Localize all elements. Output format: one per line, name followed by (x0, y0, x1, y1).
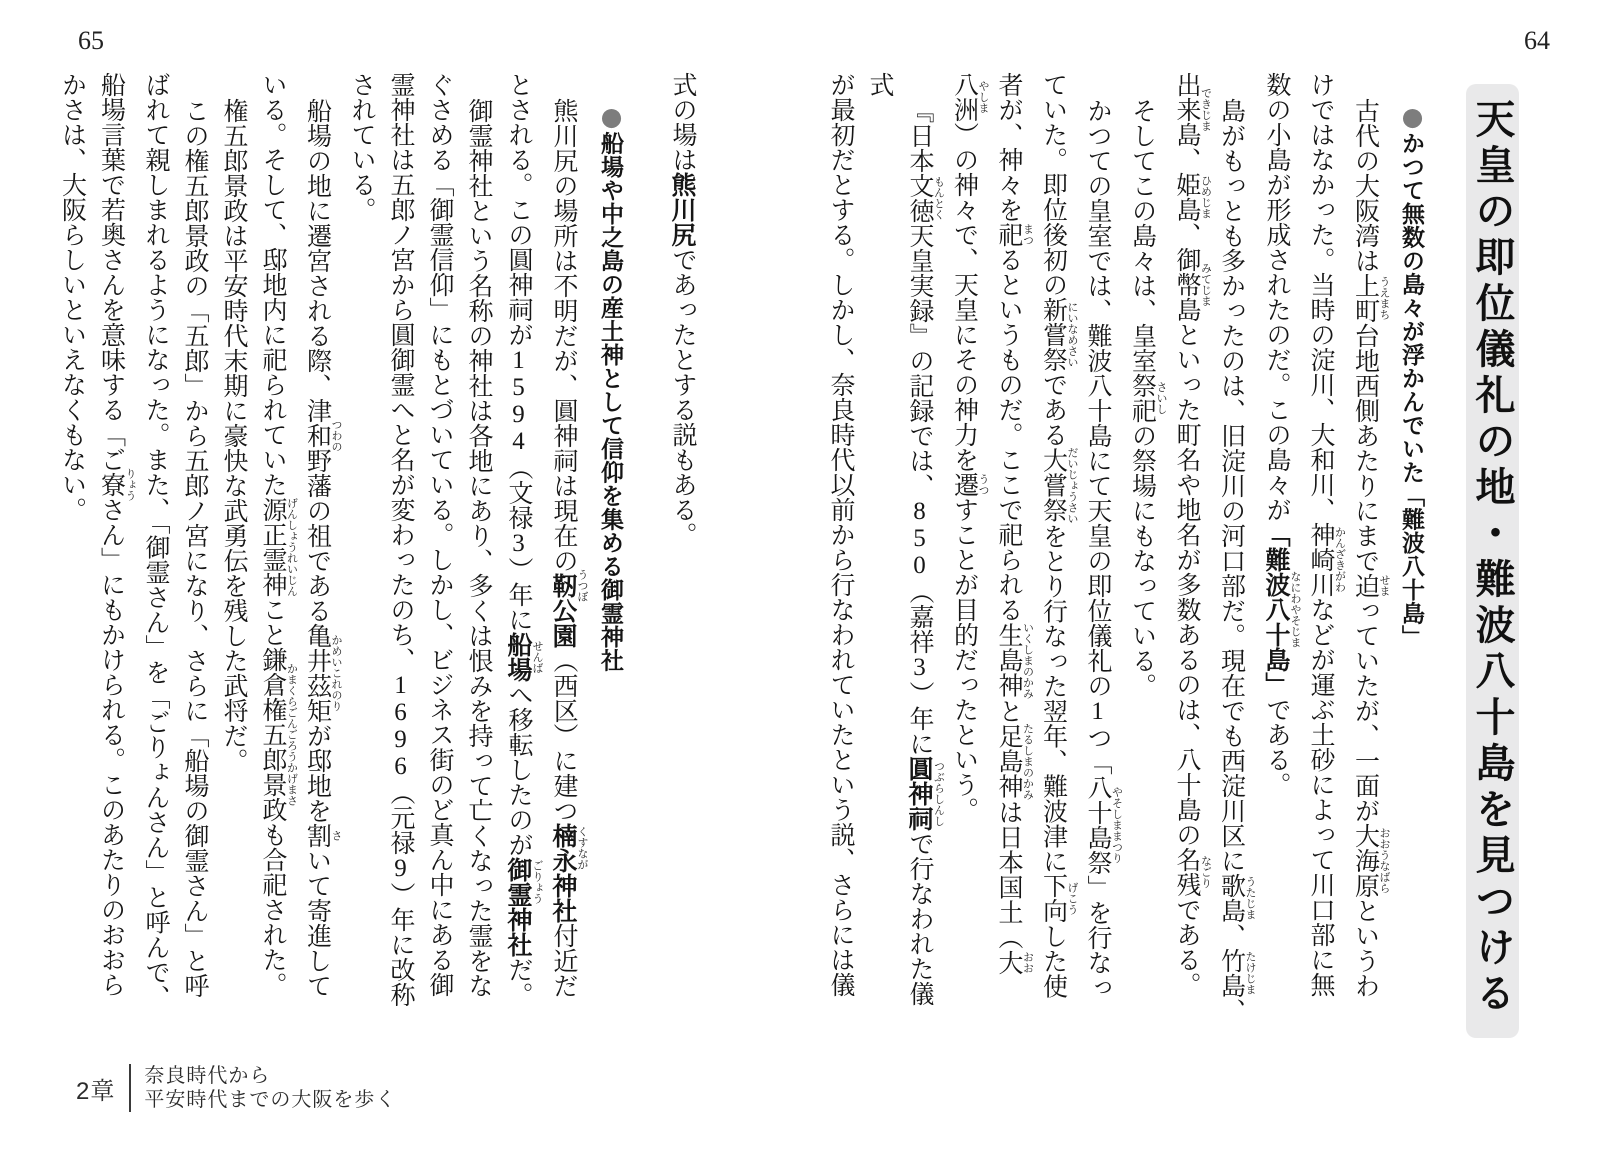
text-column: かさは、大阪らしいといえなくもない。 (58, 72, 86, 522)
text-column: 船場言葉で若奥さんを意味する「ご寮 りょうさん」にもかけられる。このあたりのおおら (97, 72, 136, 997)
text-column: 『日本文徳 もんとく天皇実録』の記録では、850（嘉祥3）年に圓神祠 つぶらしんしで行なわれた儀式 (866, 72, 945, 1006)
running-title-line1: 奈良時代から (144, 1065, 271, 1087)
section-heading-right-text: かつて無数の島々が浮かんでいた「難波八十島」 (1399, 131, 1425, 649)
chapter-number: 2章 (76, 1077, 116, 1105)
text-column: 熊川尻の場所は不明だが、圓神祠は現在の靭 うつぼ公園（西区）に建つ楠永 くすなが神社付近だ (549, 98, 588, 998)
section-heading-left (595, 102, 628, 1062)
text-column: とされる。この圓神祠が1594（文禄3）年に船場 せんばへ移転したのが御霊 ごりょう神社だ。 (504, 72, 543, 1007)
text-column: 出来島 できじま、姫島 ひめじま、御幣島 みてじまといった町名や地名が多数あるのは、八十島の名残 なごりである。 (1173, 72, 1212, 997)
chapter-title-bar (1466, 84, 1519, 1038)
text-column: 古代の大阪湾は上町 うえまち台地西側あたりにまで迫 せまっていたが、一面が大海原 おおうなばらというわ (1351, 98, 1390, 998)
text-column: 八洲 やしま）の神々で、天皇にその神力を遷 うつすことが目的だったという。 (950, 72, 989, 822)
text-column: いる。そして、邸地内に祀られていた源正霊神 げんしょうれいじんこと鎌倉権五郎景政 かまくらごんごろうかげまさも合祀された。 (259, 72, 298, 997)
body-text-right-page (827, 72, 1390, 1030)
text-column: かつての皇室では、難波八十島にて天皇の即位儀礼の1つ「八十島祭 やそしままつり」を行なっ (1084, 98, 1123, 1000)
bullet-icon: ● (1398, 102, 1427, 132)
running-title-line2: 平安時代までの大阪を歩く (144, 1089, 397, 1111)
section-heading-right (1396, 102, 1429, 1062)
text-column: 数の小島が形成されたのだ。この島々が「難波八十島 なにわやそじま」である。 (1262, 72, 1301, 797)
text-column: 島がもっとも多かったのは、旧淀川の河口部だ。現在でも西淀川区に歌島 うたじま、竹島 たけじま、 (1217, 98, 1256, 1023)
text-column: 権五郎景政は平安時代末期に豪快な武勇伝を残した武将だ。 (220, 98, 247, 773)
body-text-left-page-continuation (663, 72, 702, 1030)
text-column: 霊神社は五郎ノ宮から圓御霊へと名が変わったのち、1696（元禄9）年に改称 (387, 72, 414, 1007)
text-column: けではなかった。当時の淀川、大和川、神崎川 かんざきがわなどが運ぶ土砂によって川口部に無 (1307, 72, 1346, 997)
text-column: ぐさめる「御霊信仰」にもとづいている。しかし、ビジネス街のど真ん中にある御 (426, 72, 453, 997)
chapter-title: 天皇の即位儀礼の地・難波八十島を見つける (1470, 98, 1515, 1018)
text-column: 御霊神社という名称の神社は各地にあり、多くは恨みを持って亡くなった霊をな (465, 98, 492, 998)
bullet-icon: ● (597, 102, 626, 132)
text-column: が最初だとする。しかし、奈良時代以前から行なわれていたという説、さらには儀 (827, 72, 854, 997)
text-column: ていた。即位後初の新嘗祭 にいなめさいである大嘗祭 だいじょうさいをとり行なった翌年、難波津に下向 げこうした使 (1039, 72, 1078, 999)
text-column: 船場の地に遷宮される際、津和野 つわの藩の祖である亀井茲矩 かめいこれのりが邸地を割 さいて寄進して (303, 98, 342, 998)
running-title (144, 1064, 396, 1112)
page-number-right: 64 (1524, 26, 1550, 55)
text-column: そしてこの島々は、皇室祭祀 さいしの祭場にもなっている。 (1128, 98, 1167, 698)
text-column: されている。 (348, 72, 375, 222)
page-number-left: 65 (78, 26, 104, 55)
text-column: この権五郎景政の「五郎」から五郎ノ宮になり、さらに「船場の御霊さん」と呼 (181, 98, 208, 998)
body-text-left-page (58, 72, 588, 1030)
text-column: 者が、神々を祀 まつるというものだ。ここで祀られる生島神 いくしまのかみと足島神 たるしまのかみは日本国土（大 おお (995, 72, 1034, 975)
section-heading-left-text: 船場や中之島の産土神として信仰を集める御霊神社 (598, 131, 624, 672)
text-column: ばれて親しまれるようになった。また、「御霊さん」を「ごりょんさん」と呼んで、 (142, 72, 169, 1010)
footer-divider (129, 1064, 131, 1112)
chapter-footer (76, 1060, 396, 1116)
text-column: 式の場は熊川尻であったとする説もある。 (668, 72, 696, 547)
